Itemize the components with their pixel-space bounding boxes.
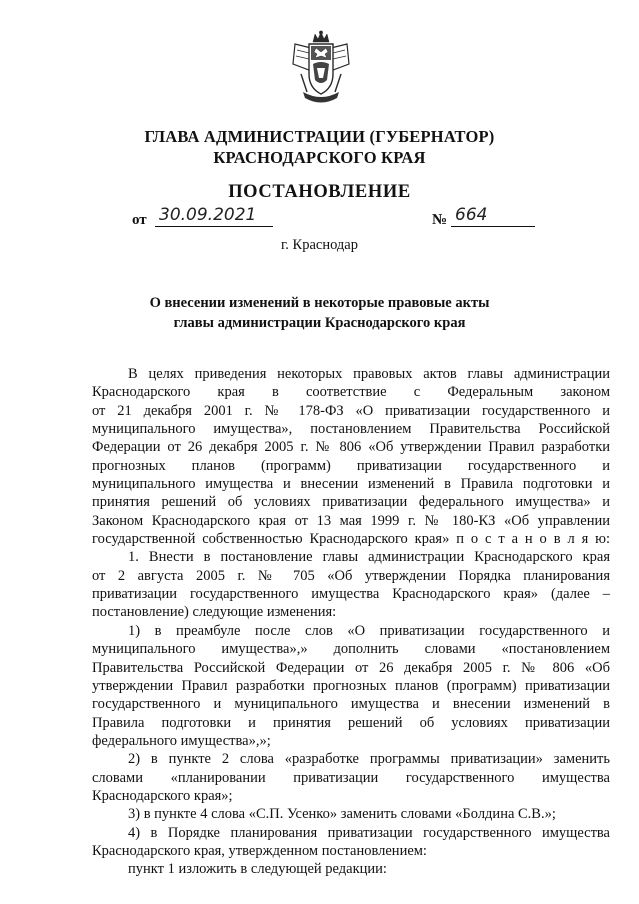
body-line: 1) в преамбуле после слов «О приватизации государственного и — [128, 622, 610, 639]
number-label: № — [432, 212, 448, 228]
body-line: от 2 августа 2005 г. № 705 «Об утверждении Порядка планирования — [92, 567, 610, 584]
body-line: от 21 декабря 2001 г. № 178-ФЗ «О приватизации государственного и — [92, 402, 610, 419]
coat-of-arms-icon — [289, 30, 353, 108]
body-line: словами «планировании приватизации государственного имущества — [92, 769, 610, 786]
body-line: муниципального имущества и внесении изменений в Правила подготовки и — [92, 476, 610, 493]
body-line: 3) в пункте 4 слова «С.П. Усенко» заменить словами «Болдина С.В.»; — [128, 806, 556, 823]
body-line: государственной собственностью Краснодарского края» п о с т а н о в л я ю: — [92, 531, 610, 548]
document-body — [92, 365, 610, 879]
body-line: прогнозных планов (программ) приватизации государственного и — [92, 457, 610, 474]
body-line: Краснодарского края в соответствие с Федеральным законом — [92, 384, 610, 401]
body-line: муниципального имущества», постановлением Правительства Российской — [92, 421, 610, 438]
issuer-line-1: ГЛАВА АДМИНИСТРАЦИИ (ГУБЕРНАТОР) — [144, 127, 495, 146]
city-line: г. Краснодар — [280, 237, 358, 253]
body-line: 1. Внести в постановление главы администрации Краснодарского края — [128, 549, 610, 566]
issuer-line-2: КРАСНОДАРСКОГО КРАЯ — [213, 148, 426, 167]
body-line: приватизации государственного имущества Краснодарского края» (далее – — [92, 586, 610, 603]
body-line: принятия решений об условиях приватизации федерального имущества» и — [92, 494, 610, 511]
document-type-title: ПОСТАНОВЛЕНИЕ — [228, 182, 411, 202]
body-line: пункт 1 изложить в следующей редакции: — [128, 861, 387, 878]
subject-line-1: О внесении изменений в некоторые правовые акты — [149, 295, 490, 311]
body-line: Федерации от 26 декабря 2005 г. № 806 «Об утверждении Правил разработки — [92, 439, 610, 456]
body-line: государственного и муниципального имущества и внесении изменений в — [92, 696, 610, 713]
body-line: Правительства Российской Федерации от 26 декабря 2005 г. № 806 «Об — [92, 659, 610, 676]
body-line: В целях приведения некоторых правовых актов главы администрации — [128, 366, 610, 382]
body-line: 4) в Порядке планирования приватизации государственного имущества — [128, 824, 610, 841]
date-value: 30.09.2021 — [155, 205, 273, 227]
date-label: от — [132, 212, 147, 228]
number-value: 664 — [451, 205, 535, 227]
body-line: Краснодарского края, утвержденном постановлением: — [92, 842, 427, 859]
body-line: Законом Краснодарского края от 13 мая 1999 г. № 180-КЗ «Об управлении — [92, 512, 610, 529]
body-line: муниципального имущества»,» дополнить словами «постановлением — [92, 641, 610, 658]
body-line: Правила подготовки и принятия решений об условиях приватизации — [92, 714, 610, 731]
body-line: федерального имущества»,»; — [92, 732, 271, 749]
body-line: утверждении Правил разработки прогнозных планов (программ) приватизации — [92, 677, 610, 694]
body-line: постановление) следующие изменения: — [92, 604, 337, 621]
body-line: Краснодарского края»; — [92, 787, 233, 804]
body-line: 2) в пункте 2 слова «разработке программы приватизации» заменить — [128, 751, 610, 768]
subject-line-2: главы администрации Краснодарского края — [173, 315, 466, 331]
